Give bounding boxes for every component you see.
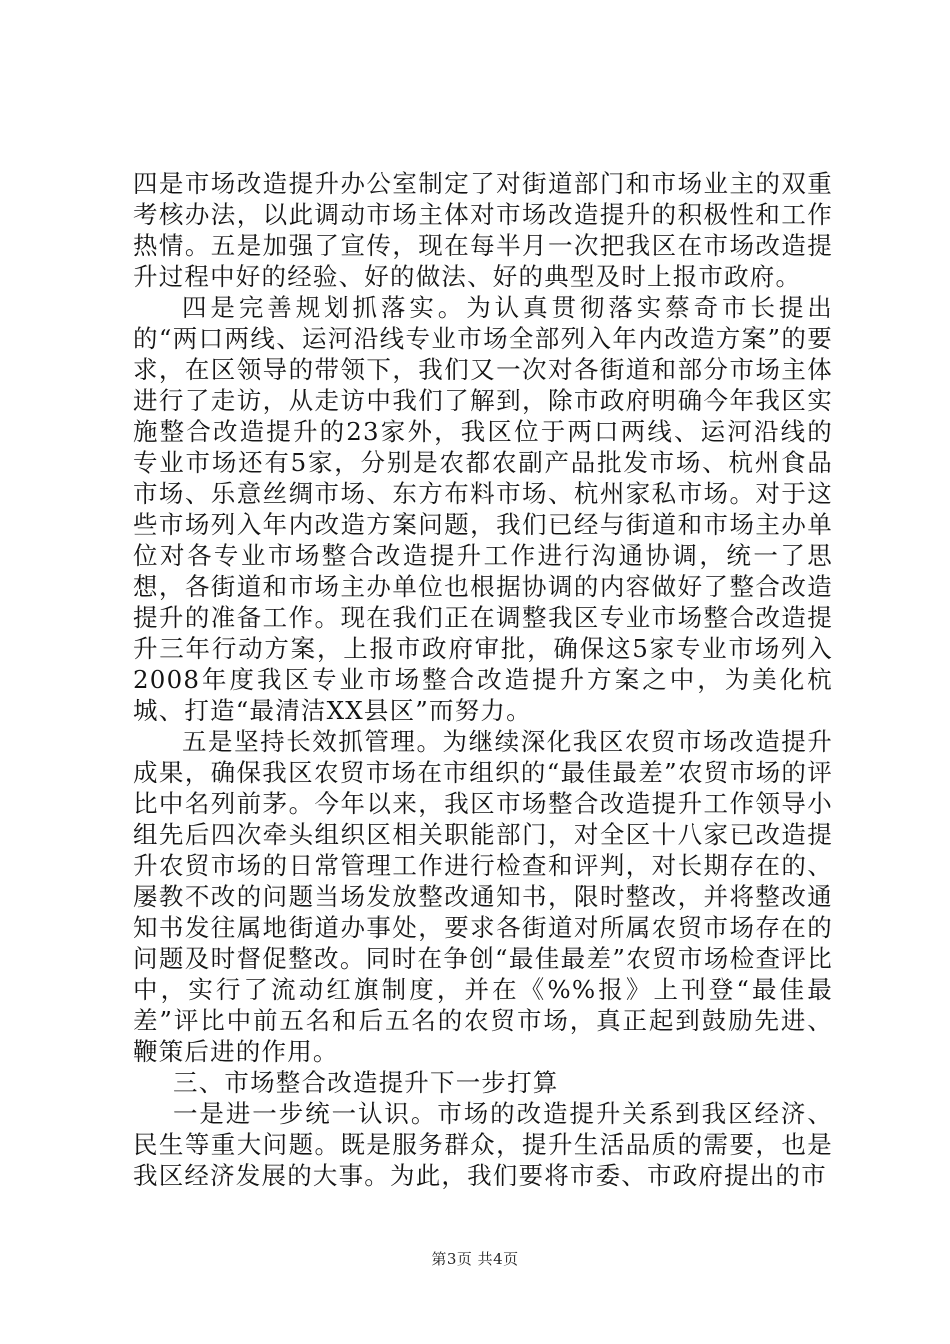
paragraph-unify-understanding: 一是进一步统一认识。市场的改造提升关系到我区经济、民生等重大问题。既是服务群众，提升生活品质的需要，也是我区经济发展的大事。为此，我们要将市委、市政府提出的市	[133, 1099, 833, 1190]
page-number-footer: 第3页 共4页	[431, 1250, 519, 1268]
paragraph-planning-implementation: 四是完善规划抓落实。为认真贯彻落实蔡奇市长提出的“两口两线、运河沿线专业市场全部列入年内改造方案”的要求，在区领导的带领下，我们又一次对各街道和部分市场主体进行了走访，从走访中我们了解到，除市政府明确今年我区实施整合改造提升的23家外，我区位于两口两线、运河沿线的专业市场还有5家，分别是农都农副产品批发市场、杭州食品市场、乐意丝绸市场、东方布料市场、杭州家私市场。对于这些市场列入年内改造方案问题，我们已经与街道和市场主办单位对各专业市场整合改造提升工作进行沟通协调，统一了思想，各街道和市场主办单位也根据协调的内容做好了整合改造提升的准备工作。现在我们正在调整我区专业市场整合改造提升三年行动方案，上报市政府审批，确保这5家专业市场列入2008年度我区专业市场整合改造提升方案之中，为美化杭城、打造“最清洁XX县区”而努力。	[133, 293, 833, 725]
section-heading-next-steps: 三、市场整合改造提升下一步打算	[173, 1068, 559, 1097]
paragraph-long-term-management: 五是坚持长效抓管理。为继续深化我区农贸市场改造提升成果，确保我区农贸市场在市组织的“最佳最差”农贸市场的评比中名列前茅。今年以来，我区市场整合改造提升工作领导小组先后四次牵头组织区相关职能部门，对全区十八家已改造提升农贸市场的日常管理工作进行检查和评判，对长期存在的、屡教不改的问题当场发放整改通知书，限时整改，并将整改通知书发往属地街道办事处，要求各街道对所属农贸市场存在的问题及时督促整改。同时在争创“最佳最差”农贸市场检查评比中，实行了流动红旗制度，并在《%%报》上刊登“最佳最差”评比中前五名和后五名的农贸市场，真正起到鼓励先进、鞭策后进的作用。	[133, 727, 833, 1066]
document-body	[133, 168, 833, 1191]
paragraph-assessment-publicity: 四是市场改造提升办公室制定了对街道部门和市场业主的双重考核办法，以此调动市场主体对市场改造提升的积极性和工作热情。五是加强了宣传，现在每半月一次把我区在市场改造提升过程中好的经验、好的做法、好的典型及时上报市政府。	[133, 169, 833, 291]
